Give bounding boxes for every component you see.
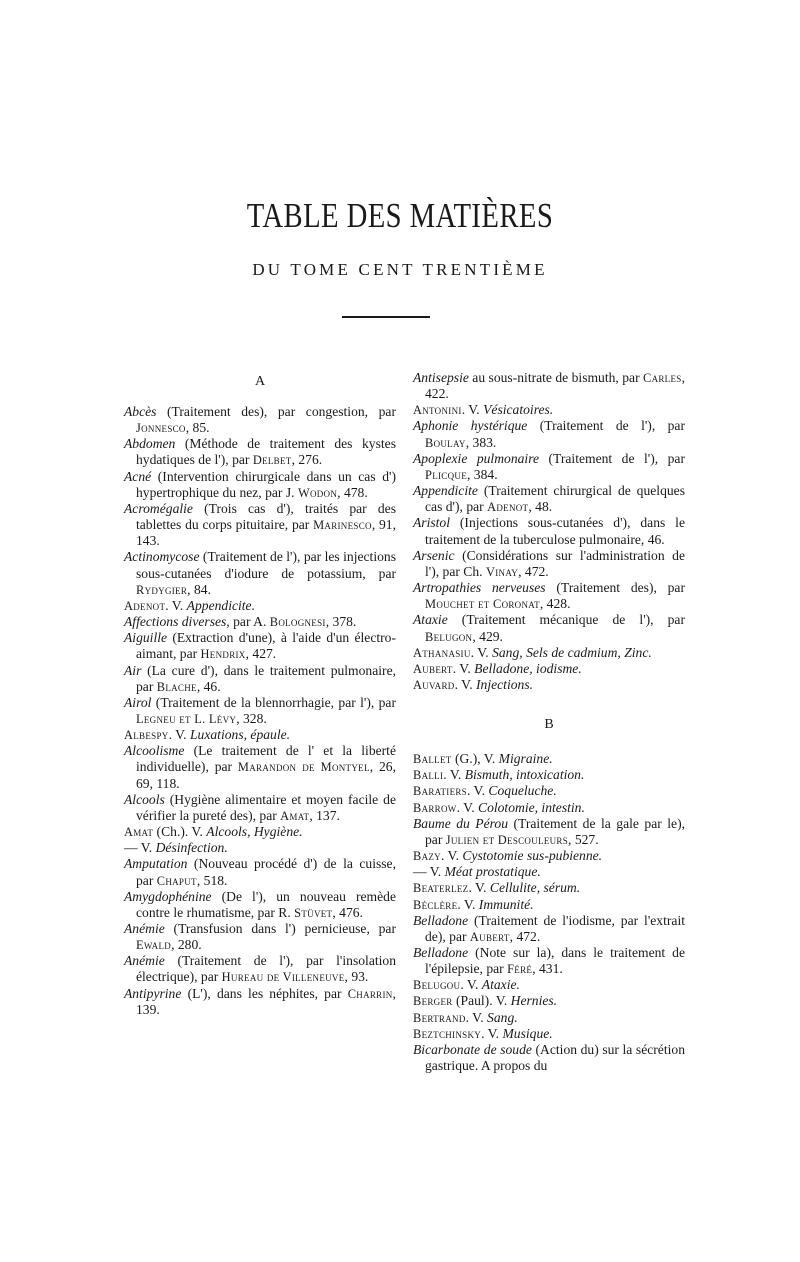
entry-author: Beztchinsky (413, 1026, 482, 1041)
entry-author: Rydygier (136, 582, 188, 597)
entry-page: , 91, 143. (136, 517, 397, 549)
entry-reference: Vésicatoires. (483, 402, 554, 418)
entry-reference: Hernies. (510, 993, 558, 1009)
entry-author: Amat (124, 825, 154, 840)
entry-term: Bicarbonate de soude (413, 1041, 532, 1057)
entry-reference: Luxations, épaule. (189, 727, 291, 743)
entry-page: (Paul). V. (452, 993, 511, 1009)
entry-page: , 46. (196, 678, 221, 694)
index-entry (413, 515, 685, 547)
entry-term: Aiguille (124, 630, 168, 646)
entry-author: Féré (507, 962, 533, 977)
entry-author: Carles (643, 371, 682, 385)
index-entry (124, 663, 396, 695)
index-entry (124, 986, 396, 1018)
index-entry (413, 767, 685, 783)
entry-term: Antisepsie (413, 370, 469, 385)
entry-text: par A. (229, 614, 270, 630)
entry-term: Amputation (124, 856, 188, 872)
entry-page: , 527. (568, 831, 599, 847)
entry-reference: Ataxie. (481, 977, 520, 993)
entry-page: . V. (443, 767, 465, 783)
entry-term: Appendicite (413, 483, 478, 499)
entry-page: . V. (460, 977, 482, 993)
entry-page: . V. (454, 676, 477, 692)
entry-page: . V. (456, 799, 478, 815)
index-entry (413, 661, 685, 677)
entry-author: Berger (413, 994, 453, 1009)
index-entry (413, 913, 685, 945)
entry-author: Aubert (469, 929, 510, 944)
entry-author: Auvard (413, 677, 455, 692)
entry-reference: Bismuth, intoxication. (464, 767, 585, 783)
index-entry (124, 695, 396, 727)
entry-text: (Traitement des), par (545, 580, 685, 596)
section-letter-a: A (254, 374, 266, 389)
entry-author: Adenot (124, 598, 166, 613)
entry-page: , 378. (325, 614, 357, 630)
entry-author: Béclère (413, 897, 458, 912)
entry-page: , 26, 69, 118. (136, 759, 396, 791)
index-entry (124, 598, 396, 614)
entry-page: , 472. (509, 928, 541, 944)
entry-page: , 383. (465, 434, 497, 450)
index-entry (124, 404, 396, 436)
entry-term: Aphonie hystérique (413, 418, 528, 434)
index-entry (413, 880, 685, 896)
entry-text: (Extraction d'une), à l'aide d'un électro-aimant, par (136, 630, 396, 662)
entry-text: (Note sur la), dans le traitement de l'épilepsie, par (425, 945, 685, 977)
entry-page: , 472. (518, 563, 549, 579)
entry-author: Delbet (252, 453, 292, 468)
index-entry (124, 856, 396, 888)
entry-author: Plicque (425, 467, 467, 482)
entry-text: (Traitement de la gale par le), par (425, 815, 685, 847)
entry-author: Athanasiu (413, 645, 471, 660)
page-title: TABLE DES MATIÈRES (246, 196, 554, 235)
index-entry (413, 800, 685, 816)
index-entry (413, 783, 685, 799)
entry-text: (Hygiène alimentaire et moyen facile de vérifier la pureté des), par (136, 791, 396, 823)
index-entry (124, 614, 396, 630)
entry-author: Wodon (297, 485, 338, 500)
entry-term: Artropathies nerveuses (413, 580, 546, 596)
index-entry (413, 848, 685, 864)
entry-page: . V. (468, 880, 490, 896)
entry-author: Ewald (136, 938, 172, 953)
index-entry (124, 889, 396, 921)
entry-page: (Ch.). V. (153, 824, 207, 840)
entry-page: , 518. (196, 872, 228, 888)
title-rule (342, 316, 430, 318)
entry-page: . V. (461, 402, 484, 418)
entry-text: (La cure d'), dans le traitement pulmonaire, par (136, 662, 396, 694)
entry-text: (Injections sous-cutanées d'), dans le traitement de la tuberculose pulmonaire, 46. (425, 515, 685, 547)
entry-author: Chaput (156, 873, 197, 888)
index-entry (413, 1042, 685, 1074)
entry-reference: Cellulite, sérum. (489, 880, 581, 896)
entry-text: — V. (124, 840, 156, 856)
entry-term: Anémie (124, 921, 165, 936)
entry-term: Actinomycose (124, 549, 200, 565)
index-entry (413, 677, 685, 693)
entry-page: , 137. (309, 807, 340, 823)
entry-text: (Traitement de l'), par les injections sous-cutanées d'iodure de potassium, par (136, 549, 396, 581)
entry-page: , 478. (337, 484, 368, 500)
entry-reference: Sang, Sels de cadmium, Zinc. (492, 644, 652, 660)
entry-author: Vinay (485, 564, 519, 579)
index-entry (124, 727, 396, 743)
entry-author: Jonnesco (136, 421, 186, 436)
entry-page: , 431. (532, 961, 563, 977)
entry-reference: Injections. (476, 676, 534, 692)
index-entry (124, 840, 396, 856)
entry-page: , 422. (425, 370, 685, 402)
entry-author: Marinesco (313, 518, 372, 533)
index-entry (124, 436, 396, 468)
index-entry (124, 824, 396, 840)
entry-author: Charrin (347, 986, 393, 1001)
index-entry (413, 751, 685, 767)
entries-b-right (413, 751, 685, 1074)
entry-author: Ballet (413, 752, 452, 767)
entry-page: . V. (466, 783, 489, 799)
index-entry (124, 469, 396, 501)
section-letter-b: B (544, 717, 554, 733)
entry-term: Abcès (124, 404, 157, 419)
entry-term: Air (124, 662, 142, 678)
entry-author: Baratiers (413, 784, 467, 799)
entry-author: Stüvet (294, 905, 333, 920)
entry-term: Airol (124, 694, 152, 710)
entry-term: Amygdophénine (124, 888, 212, 904)
entry-term: Alcoolisme (124, 743, 185, 759)
entry-term: Arsenic (413, 547, 455, 563)
page-subtitle: DU TOME CENT TRENTIÈME (252, 260, 548, 279)
index-entry (124, 921, 396, 953)
index-entry (124, 953, 396, 985)
entry-text: (Traitement de l'iodisme, par l'extrait de), par (425, 912, 685, 944)
entry-page: , 276. (291, 452, 323, 468)
entry-text: (Intervention chirurgicale dans un cas d') hypertrophique du nez, par J. (136, 468, 396, 500)
left-column (124, 372, 396, 1018)
entry-reference: Alcools, Hygiène. (206, 824, 303, 840)
entry-term: Anémie (124, 953, 165, 969)
entry-text: (Traitement des), par congestion, par (156, 404, 396, 419)
entry-text: (Transfusion dans l') pernicieuse, par (164, 921, 396, 936)
entry-term: Affections diverses, (124, 614, 230, 630)
entry-author: Belugon (425, 629, 473, 644)
entry-author: Bertrand (413, 1010, 466, 1025)
entry-term: Apoplexie pulmonaire (413, 450, 540, 466)
entry-reference: Désinfection. (155, 840, 228, 856)
entry-text: (Considérations sur l'administration de l'), par Ch. (425, 547, 685, 579)
entry-author: Mouchet et Coronat (425, 597, 540, 612)
index-entry (124, 792, 396, 824)
index-entry (413, 897, 685, 913)
entry-author: Aubert (413, 661, 453, 676)
entry-author: Antonini (413, 403, 462, 418)
entry-reference: Coqueluche. (488, 783, 557, 799)
entry-reference: Appendicite. (186, 597, 255, 613)
index-entry (413, 451, 685, 483)
entry-term: Alcools (124, 791, 165, 807)
entry-author: Belugou (413, 978, 461, 993)
entry-term: Ataxie (413, 612, 448, 628)
index-entry (124, 743, 396, 791)
entry-author: Julien et Descouleurs (445, 832, 569, 847)
entry-author: Balli (413, 768, 444, 783)
index-entry (124, 630, 396, 662)
entry-text: (Nouveau procédé d') de la cuisse, par (136, 856, 396, 888)
entry-text: (Traitement de l'), par l'insolation électrique), par (136, 953, 396, 985)
index-entry (413, 418, 685, 450)
entry-page: , 428. (539, 596, 571, 612)
entry-page: , 429. (472, 628, 503, 644)
entry-text: (De l'), un nouveau remède contre le rhumatisme, par R. (136, 888, 396, 920)
entry-text: (Méthode de traitement des kystes hydatiques de l'), par (136, 436, 396, 468)
index-entry (413, 483, 685, 515)
entry-author: Amat (280, 808, 310, 823)
entry-page: . V. (165, 597, 187, 613)
entry-text: (Traitement chirurgical de quelques cas d'), par (425, 483, 685, 515)
index-entry (413, 1026, 685, 1042)
entry-page: , 48. (528, 499, 553, 515)
entry-text: (Le traitement de l' et la liberté individuelle), par (136, 743, 396, 775)
entry-author: Boulay (425, 435, 466, 450)
entry-page: . V. (452, 660, 475, 676)
entry-reference: Méat prostatique. (444, 864, 541, 880)
entry-author: Blache (156, 679, 197, 694)
index-entry (413, 864, 685, 880)
entry-reference: Sang. (487, 1009, 518, 1025)
entry-text: — V. (413, 864, 445, 880)
entry-text: (Action du) sur la sécrétion gastrique. A propos du (425, 1041, 685, 1074)
entry-term: Aristol (413, 515, 451, 531)
entry-reference: Belladone, iodisme. (474, 660, 582, 676)
entry-text: (Traitement de l'), par (527, 418, 685, 434)
entry-text: (Traitement de la blennorrhagie, par l'), par (151, 694, 396, 710)
index-entry (413, 548, 685, 580)
entry-page: , 476. (332, 904, 363, 920)
entry-author: Legneu et L. Lévy (136, 711, 237, 726)
entry-term: Abdomen (124, 436, 176, 452)
entry-term: Acné (124, 468, 152, 484)
entry-author: Hureau de Villeneuve (221, 970, 345, 985)
entry-author: Albespy (124, 728, 169, 743)
entries-a-right (413, 370, 685, 693)
index-entry (413, 402, 685, 418)
entry-page: , 427. (245, 646, 277, 662)
entry-text: (Trois cas d'), traités par des tablettes du corps pituitaire, par (136, 500, 396, 533)
entry-text: (Traitement mécanique de l'), par (447, 612, 685, 628)
index-entry (124, 501, 396, 549)
entry-page: , 84. (187, 581, 211, 597)
entry-reference: Cystotomie sus-pubienne. (462, 848, 603, 864)
index-entry (413, 612, 685, 644)
entry-page: , 93. (344, 969, 369, 985)
entries-a-left (124, 404, 396, 1018)
entry-reference: Colotomie, intestin. (478, 799, 585, 815)
index-entry (413, 645, 685, 661)
entry-page: , 328. (236, 710, 267, 726)
index-entry (413, 580, 685, 612)
entry-page: . V. (440, 848, 463, 864)
index-entry (413, 370, 685, 402)
index-entry (413, 816, 685, 848)
entry-author: Bolognesi (269, 615, 326, 630)
entry-term: Belladone (413, 945, 469, 960)
entry-text: (L'), dans les néphites, par (181, 985, 348, 1001)
index-entry (413, 1010, 685, 1026)
entry-author: Barrow (413, 800, 457, 815)
entry-term: Acromégalie (124, 500, 193, 516)
entry-author: Bazy (413, 849, 441, 864)
entry-text: au sous-nitrate de bismuth, par (468, 370, 644, 385)
entry-term: Belladone (413, 912, 469, 928)
entry-page: . V. (168, 727, 190, 743)
entry-text: (Traitement de l'), par (539, 450, 685, 466)
entry-term: Baume du Pérou (413, 815, 509, 831)
entry-page: , 85. (185, 420, 210, 436)
entry-page: , 384. (467, 466, 498, 482)
right-column (413, 370, 685, 1074)
index-entry (413, 993, 685, 1009)
entry-page: . V. (470, 644, 493, 660)
index-entry (124, 549, 396, 597)
entry-author: Beaterlez (413, 881, 469, 896)
entry-page: , 139. (136, 985, 396, 1017)
entry-page: . V. (457, 896, 479, 912)
entry-page: . V. (481, 1025, 503, 1041)
entry-author: Marandon de Montyel (237, 760, 370, 775)
entry-reference: Migraine. (498, 751, 553, 767)
index-entry (413, 945, 685, 977)
entry-term: Antipyrine (124, 985, 182, 1001)
entry-reference: Immunité. (478, 896, 534, 912)
entry-reference: Musique. (502, 1025, 553, 1041)
entry-page: . V. (465, 1009, 488, 1025)
entry-author: Adenot (487, 500, 529, 515)
entry-author: Hendrix (200, 647, 246, 662)
index-entry (413, 977, 685, 993)
entry-page: (G.), V. (451, 751, 499, 767)
entry-page: , 280. (171, 937, 202, 953)
